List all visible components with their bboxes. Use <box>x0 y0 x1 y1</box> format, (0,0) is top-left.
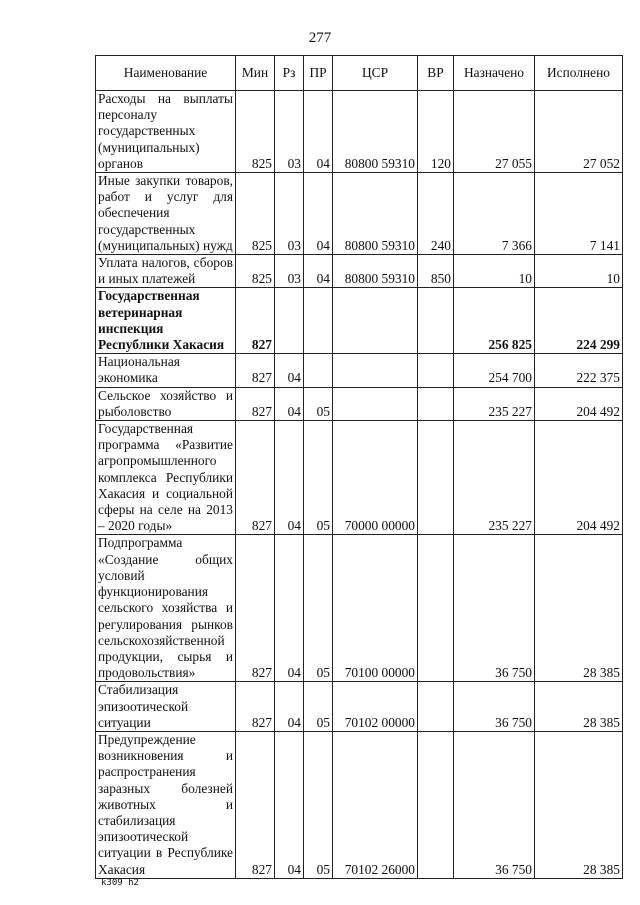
budget-table <box>95 55 623 879</box>
cell-name: Государственная ветеринарная инспекция Республики Хакасия <box>96 288 236 354</box>
cell-vr <box>418 387 454 420</box>
cell-vr <box>418 421 454 535</box>
cell-assigned: 10 <box>454 255 535 288</box>
cell-assigned: 36 750 <box>454 682 535 732</box>
cell-vr: 240 <box>418 173 454 255</box>
cell-vr <box>418 682 454 732</box>
cell-pr <box>304 288 333 354</box>
cell-name: Расходы на выплаты персоналу государственных (муниципальных) органов <box>96 91 236 173</box>
cell-executed: 204 492 <box>535 387 623 420</box>
cell-min: 825 <box>236 91 275 173</box>
cell-rz: 03 <box>275 255 304 288</box>
cell-assigned: 36 750 <box>454 731 535 878</box>
table-row <box>96 354 623 387</box>
cell-pr: 05 <box>304 731 333 878</box>
cell-executed: 7 141 <box>535 173 623 255</box>
cell-rz: 04 <box>275 421 304 535</box>
cell-pr: 05 <box>304 387 333 420</box>
cell-rz: 04 <box>275 682 304 732</box>
cell-min: 827 <box>236 731 275 878</box>
header-pr: ПР <box>304 56 333 91</box>
cell-csr <box>333 387 418 420</box>
cell-csr: 70100 00000 <box>333 535 418 682</box>
table-row <box>96 255 623 288</box>
cell-pr: 05 <box>304 682 333 732</box>
cell-rz: 04 <box>275 731 304 878</box>
cell-name: Подпрограмма «Создание общих условий функционирования сельского хозяйства и регулирования рынков сельскохозяйственной продукции, сырья и продовольствия» <box>96 535 236 682</box>
cell-pr: 05 <box>304 535 333 682</box>
table-row <box>96 421 623 535</box>
cell-vr <box>418 288 454 354</box>
cell-vr <box>418 354 454 387</box>
cell-pr: 05 <box>304 421 333 535</box>
cell-name: Предупреждение возникновения и распространения заразных болезней животных и стабилизация эпизоотической ситуации в Республике Хакасия <box>96 731 236 878</box>
table-row <box>96 91 623 173</box>
cell-name: Стабилизация эпизоотической ситуации <box>96 682 236 732</box>
footer-code: k309 h2 <box>101 878 139 888</box>
table-row <box>96 288 623 354</box>
cell-vr: 120 <box>418 91 454 173</box>
cell-name: Уплата налогов, сборов и иных платежей <box>96 255 236 288</box>
cell-min: 827 <box>236 535 275 682</box>
cell-min: 827 <box>236 421 275 535</box>
cell-pr: 04 <box>304 255 333 288</box>
cell-rz: 04 <box>275 354 304 387</box>
cell-executed: 28 385 <box>535 731 623 878</box>
cell-pr: 04 <box>304 91 333 173</box>
cell-assigned: 235 227 <box>454 421 535 535</box>
table-row <box>96 682 623 732</box>
cell-min: 827 <box>236 682 275 732</box>
page-number: 277 <box>308 30 332 46</box>
cell-assigned: 254 700 <box>454 354 535 387</box>
cell-rz: 04 <box>275 535 304 682</box>
cell-assigned: 235 227 <box>454 387 535 420</box>
cell-min: 827 <box>236 288 275 354</box>
cell-executed: 28 385 <box>535 535 623 682</box>
header-csr: ЦСР <box>333 56 418 91</box>
cell-assigned: 7 366 <box>454 173 535 255</box>
header-min: Мин <box>236 56 275 91</box>
table-row <box>96 535 623 682</box>
cell-csr: 80800 59310 <box>333 173 418 255</box>
cell-executed: 27 052 <box>535 91 623 173</box>
cell-rz: 03 <box>275 173 304 255</box>
cell-vr <box>418 731 454 878</box>
cell-executed: 222 375 <box>535 354 623 387</box>
header-executed: Исполнено <box>535 56 623 91</box>
cell-pr: 04 <box>304 173 333 255</box>
cell-assigned: 256 825 <box>454 288 535 354</box>
cell-csr <box>333 354 418 387</box>
cell-csr: 70000 00000 <box>333 421 418 535</box>
cell-rz <box>275 288 304 354</box>
cell-name: Национальная экономика <box>96 354 236 387</box>
cell-executed: 10 <box>535 255 623 288</box>
cell-csr: 80800 59310 <box>333 255 418 288</box>
cell-rz: 04 <box>275 387 304 420</box>
cell-assigned: 27 055 <box>454 91 535 173</box>
cell-rz: 03 <box>275 91 304 173</box>
table-row <box>96 173 623 255</box>
cell-csr <box>333 288 418 354</box>
cell-csr: 70102 26000 <box>333 731 418 878</box>
cell-csr: 70102 00000 <box>333 682 418 732</box>
header-assigned: Назначено <box>454 56 535 91</box>
cell-executed: 204 492 <box>535 421 623 535</box>
cell-min: 825 <box>236 173 275 255</box>
cell-executed: 224 299 <box>535 288 623 354</box>
cell-assigned: 36 750 <box>454 535 535 682</box>
cell-min: 825 <box>236 255 275 288</box>
cell-csr: 80800 59310 <box>333 91 418 173</box>
header-vr: ВР <box>418 56 454 91</box>
cell-min: 827 <box>236 387 275 420</box>
header-name: Наименование <box>96 56 236 91</box>
cell-vr <box>418 535 454 682</box>
cell-executed: 28 385 <box>535 682 623 732</box>
table-row <box>96 387 623 420</box>
cell-name: Иные закупки товаров, работ и услуг для обеспечения государственных (муниципальных) нужд <box>96 173 236 255</box>
cell-vr: 850 <box>418 255 454 288</box>
cell-min: 827 <box>236 354 275 387</box>
cell-pr <box>304 354 333 387</box>
cell-name: Сельское хозяйство и рыболовство <box>96 387 236 420</box>
table-row <box>96 731 623 878</box>
cell-name: Государственная программа «Развитие агропромышленного комплекса Республики Хакасия и социальной сферы на селе на 2013 – 2020 годы» <box>96 421 236 535</box>
table-header-row <box>96 56 623 91</box>
header-rz: Рз <box>275 56 304 91</box>
